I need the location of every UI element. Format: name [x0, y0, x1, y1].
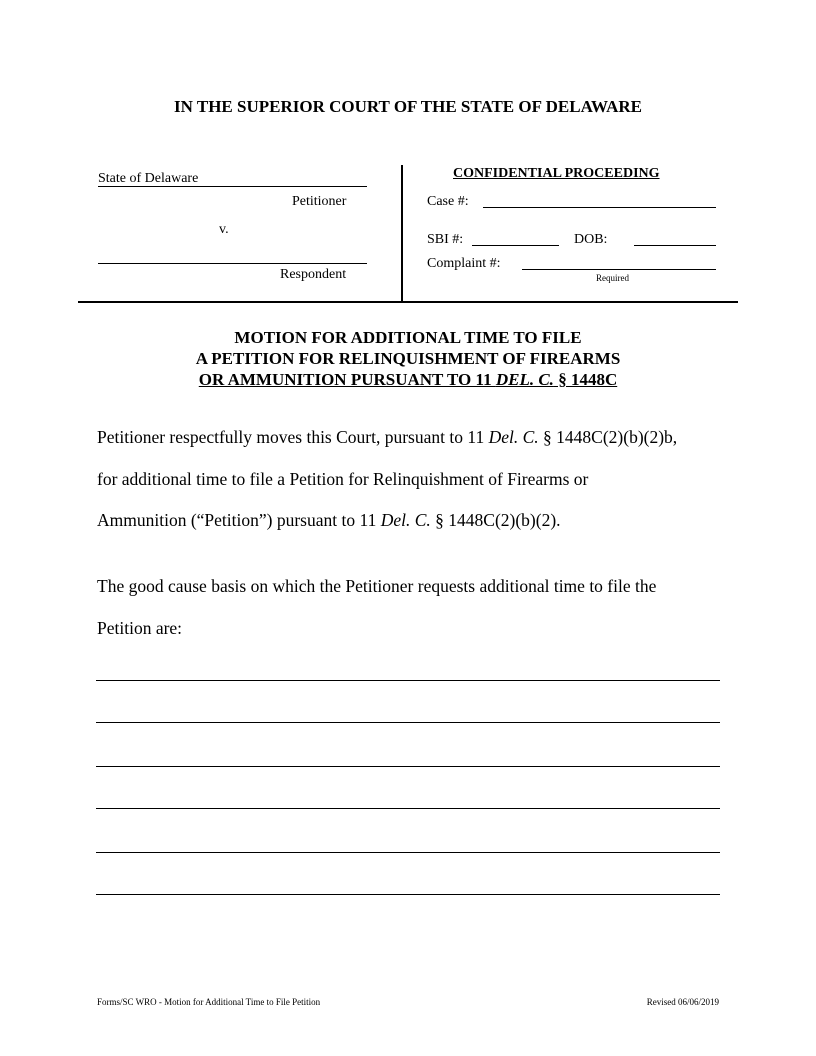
body-p2-line1: The good cause basis on which the Petitioner requests additional time to file the: [97, 576, 657, 596]
vertical-divider: [401, 165, 403, 302]
case-number-label: Case #:: [427, 194, 469, 209]
complaint-field[interactable]: [522, 269, 716, 270]
good-cause-line-5[interactable]: [96, 852, 720, 853]
body-p1-line1-a: Petitioner respectfully moves this Court, pursuant to 11: [97, 427, 489, 447]
motion-title-line3-c: § 1448C: [553, 370, 618, 389]
body-p1-line3-b: Del. C.: [380, 510, 431, 530]
required-note: Required: [596, 273, 629, 283]
sbi-field[interactable]: [472, 245, 559, 246]
good-cause-line-4[interactable]: [96, 808, 720, 809]
dob-field[interactable]: [634, 245, 716, 246]
dob-label: DOB:: [574, 232, 608, 247]
body-p2-line2: Petition are:: [97, 618, 183, 638]
respondent-label: Respondent: [280, 267, 347, 282]
sbi-label: SBI #:: [427, 232, 464, 247]
complaint-label: Complaint #:: [427, 256, 501, 271]
case-number-field[interactable]: [483, 207, 716, 208]
confidential-label: CONFIDENTIAL PROCEEDING: [453, 166, 660, 181]
body-p1-line1-c: § 1448C(2)(b)(2)b,: [538, 427, 678, 447]
versus-label: v.: [219, 222, 229, 237]
body-p1-line1: [97, 427, 677, 448]
respondent-name-line[interactable]: [98, 263, 367, 264]
footer-revised: Revised 06/06/2019: [646, 997, 719, 1007]
good-cause-line-1[interactable]: [96, 680, 720, 681]
motion-title-line2: A PETITION FOR RELINQUISHMENT OF FIREARMS: [195, 349, 621, 368]
motion-title-line3-b: DEL. C.: [495, 370, 554, 389]
petitioner-name-line[interactable]: [98, 186, 367, 187]
body-p1-line1-b: Del. C.: [488, 427, 539, 447]
good-cause-line-6[interactable]: [96, 894, 720, 895]
petitioner-label: Petitioner: [292, 194, 347, 209]
body-p1-line3: [97, 510, 561, 531]
body-p1-line3-c: § 1448C(2)(b)(2).: [430, 510, 561, 530]
motion-title-line3-a: OR AMMUNITION PURSUANT TO 11: [198, 370, 496, 389]
footer-form-id: Forms/SC WRO - Motion for Additional Time to File Petition: [97, 997, 321, 1007]
body-p1-line3-a: Ammunition (“Petition”) pursuant to 11: [97, 510, 381, 530]
petitioner-name: State of Delaware: [98, 171, 199, 186]
good-cause-line-3[interactable]: [96, 766, 720, 767]
body-p1-line2: for additional time to file a Petition for Relinquishment of Firearms or: [97, 469, 589, 489]
motion-title-line3: [0, 370, 816, 390]
good-cause-line-2[interactable]: [96, 722, 720, 723]
court-title: IN THE SUPERIOR COURT OF THE STATE OF DELAWARE: [174, 97, 642, 116]
caption-divider: [78, 301, 738, 303]
motion-title-line1: MOTION FOR ADDITIONAL TIME TO FILE: [234, 328, 582, 347]
